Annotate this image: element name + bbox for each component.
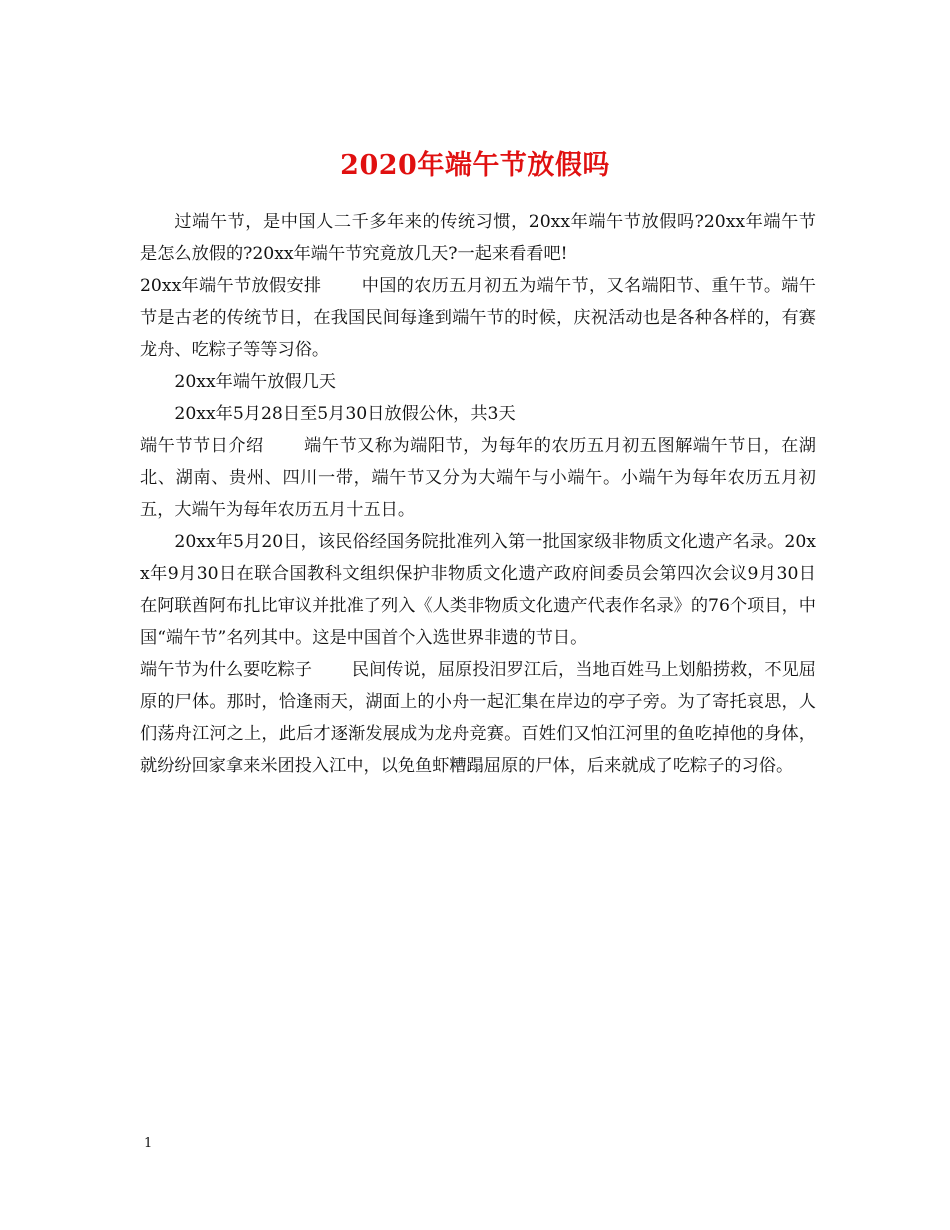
holiday-dates-text: 20xx年5月28日至5月30日放假公休，共3天 <box>174 404 516 424</box>
section-heading-holiday-arrangement: 20xx年端午节放假安排 <box>140 276 322 296</box>
holiday-days-heading: 20xx年端午放假几天 <box>174 372 336 392</box>
holiday-arrangement-text: 中国的农历五月初五为端午节，又名端阳节、重午节。端午节是古老的传统节日，在我国民间每逢到端午节的时候，庆祝活动也是各种各样的，有赛龙舟、吃粽子等等习俗。 <box>140 276 816 360</box>
document-body <box>140 206 816 782</box>
page-title: 2020年端午节放假吗 <box>340 150 610 182</box>
holiday-arrangement-section <box>140 270 816 366</box>
intro-paragraph: 过端午节，是中国人二千多年来的传统习惯，20xx年端午节放假吗?20xx年端午节是怎么放假的?20xx年端午节究竟放几天?一起来看看吧! <box>140 212 816 264</box>
section-heading-festival-intro: 端午节节日介绍 <box>140 436 264 456</box>
heritage-paragraph: 20xx年5月20日，该民俗经国务院批准列入第一批国家级非物质文化遗产名录。20xx年9月30日在联合国教科文组织保护非物质文化遗产政府间委员会第四次会议9月30日在阿联酋阿布扎比审议并批准了列入《人类非物质文化遗产代表作名录》的76个项目，中国“端午节”名列其中。这是中国首个入选世界非遗的节日。 <box>140 532 816 648</box>
festival-intro-section <box>140 430 816 526</box>
section-heading-zongzi: 端午节为什么要吃粽子 <box>140 660 312 680</box>
page-number: 1 <box>144 1136 153 1151</box>
festival-intro-text: 端午节又称为端阳节，为每年的农历五月初五图解端午节日，在湖北、湖南、贵州、四川一带，端午节又分为大端午与小端午。小端午为每年农历五月初五，大端午为每年农历五月十五日。 <box>140 436 816 520</box>
zongzi-section <box>140 654 816 782</box>
zongzi-text: 民间传说，屈原投汨罗江后，当地百姓马上划船捞救，不见屈原的尸体。那时，恰逢雨天，湖面上的小舟一起汇集在岸边的亭子旁。为了寄托哀思，人们荡舟江河之上，此后才逐渐发展成为龙舟竞赛。百姓们又怕江河里的鱼吃掉他的身体，就纷纷回家拿来米团投入江中，以免鱼虾糟蹋屈原的尸体，后来就成了吃粽子的习俗。 <box>140 660 816 776</box>
